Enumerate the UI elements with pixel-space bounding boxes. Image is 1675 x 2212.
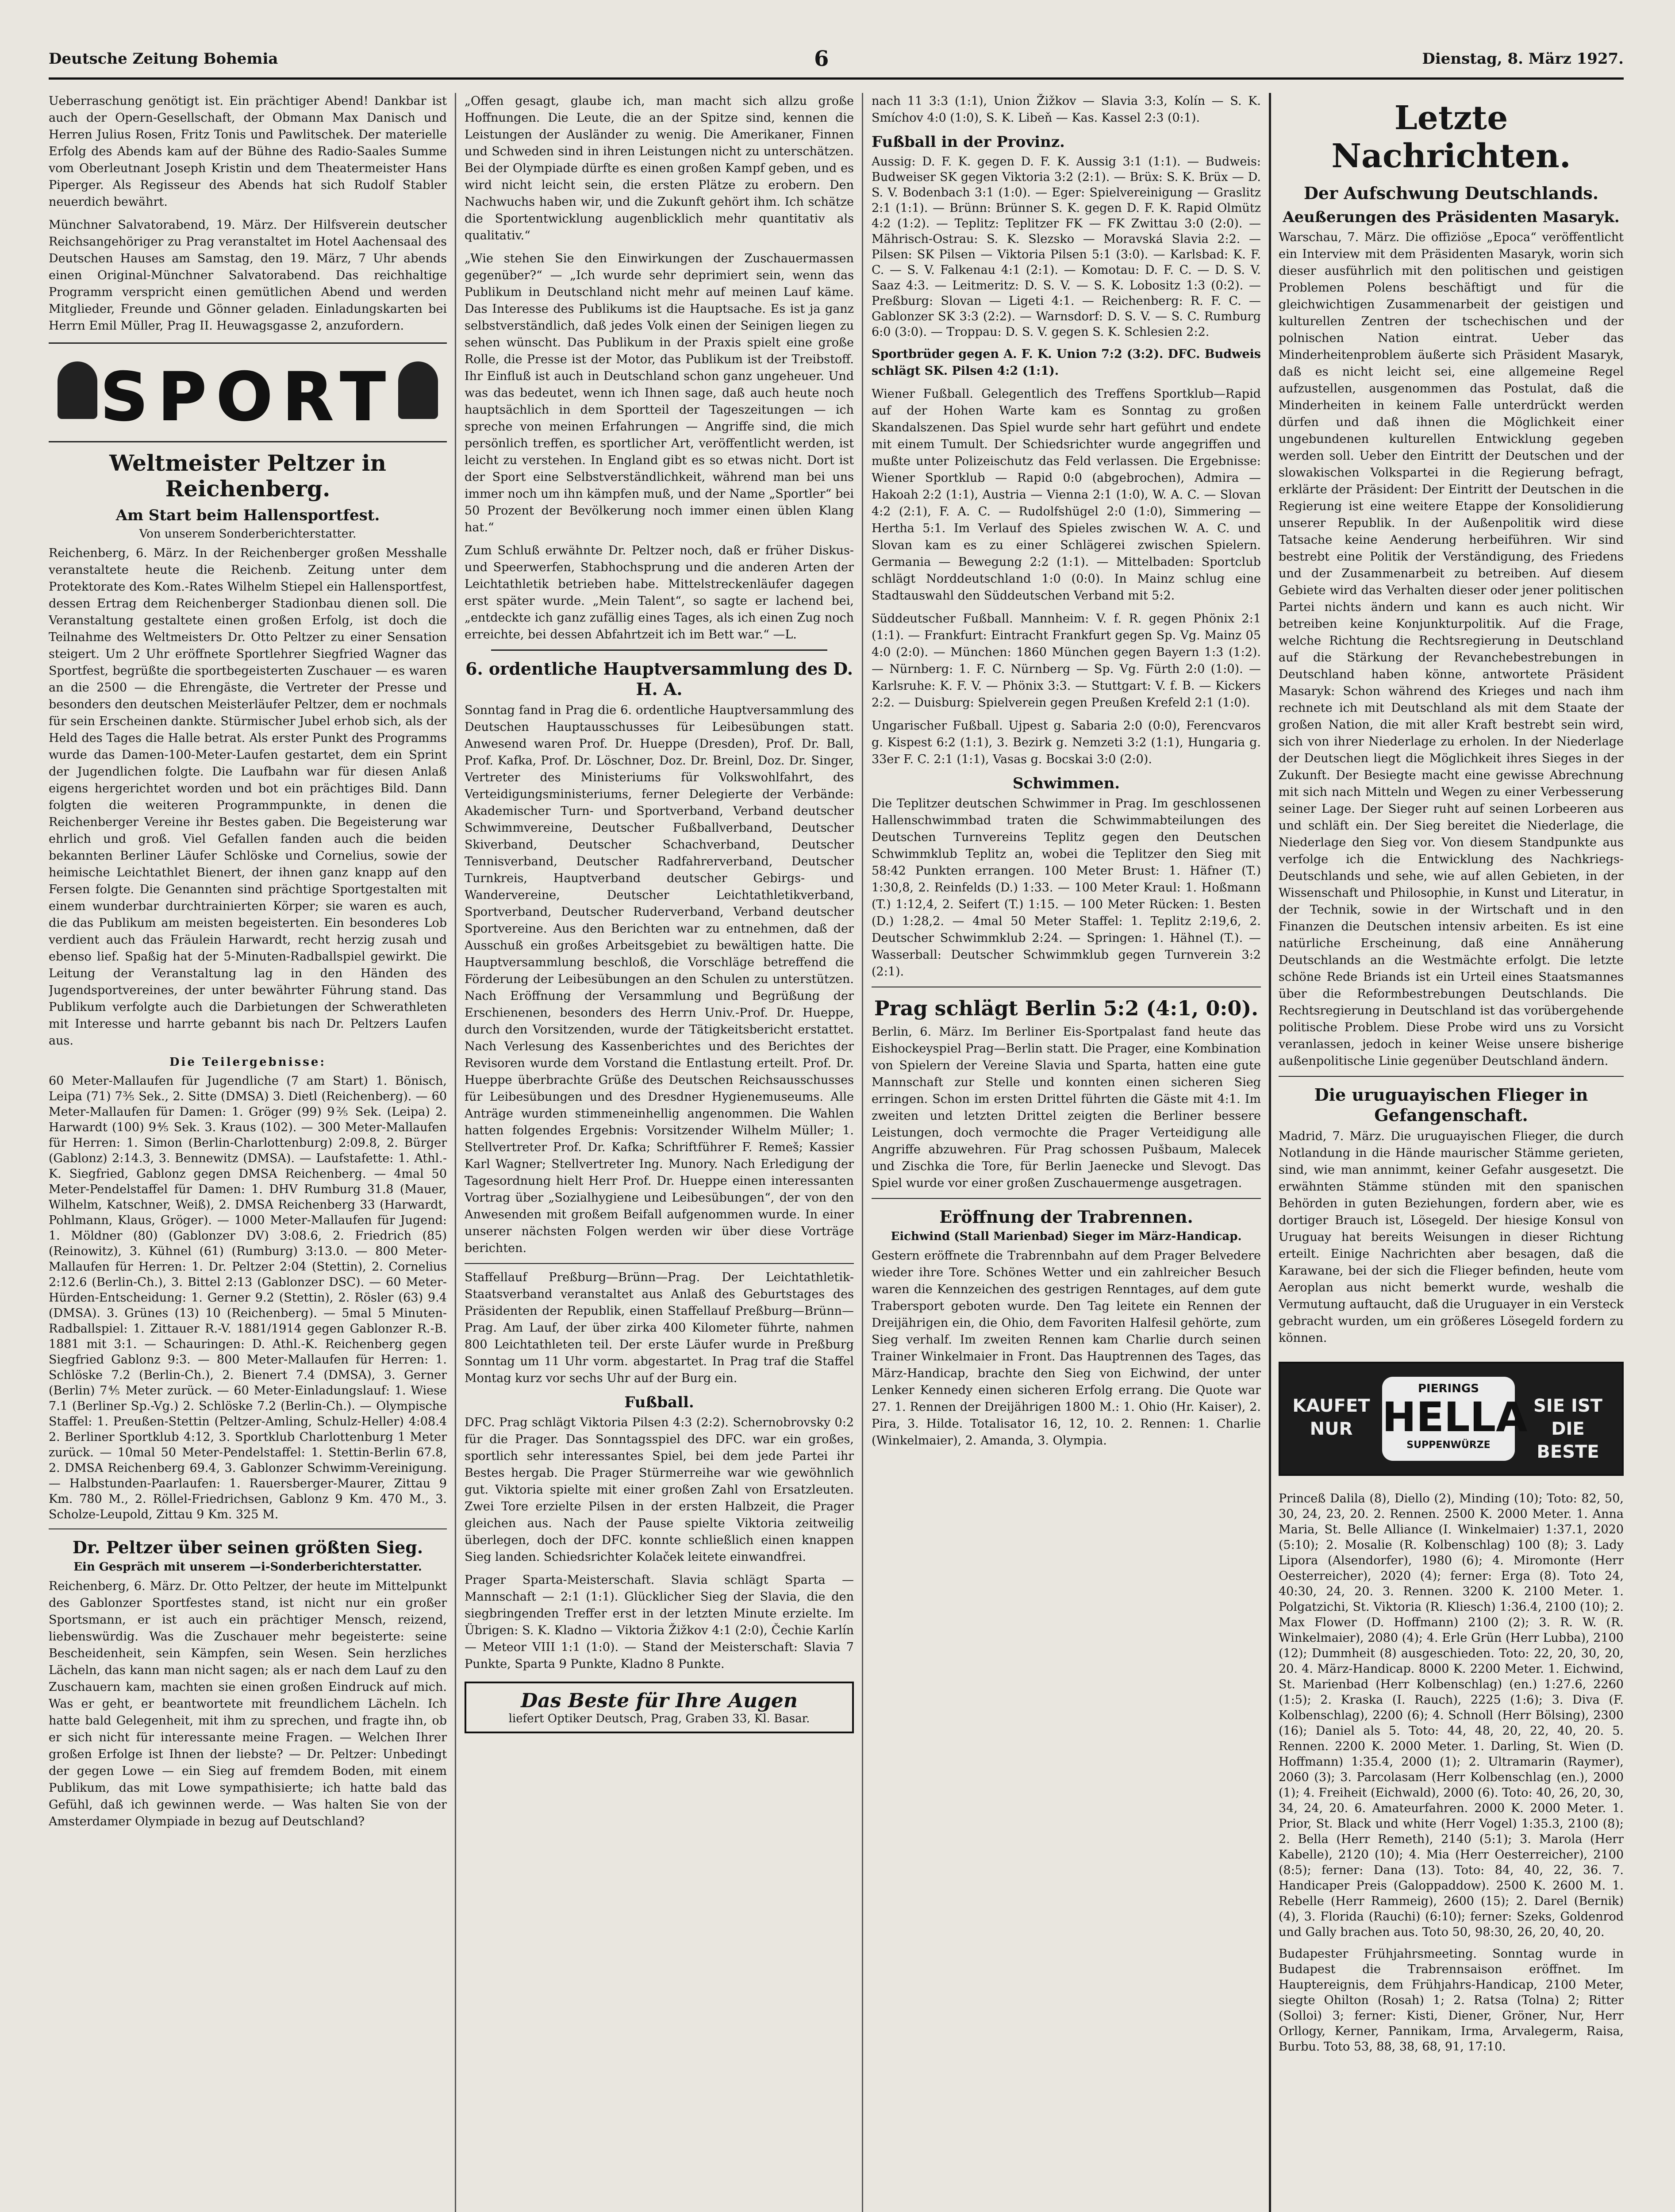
article-text: „Offen gesagt, glaube ich, man macht sich allzu große Hoffnungen. Die Leute, die an der Spitze sind, kennen die Leistungen der Ausländer zu wenig. Die Amerikaner, Finnen und Schweden sind in ihren Leistungen nicht zu unterschätzen. Bei der Olympiade dürfte es einen großen Kampf geben, und es wird nicht leicht sein, die ersten Plätze zu erobern. Den Nachwuchs haben wir, und die Zukunft gehört ihm. Ich schätze die Sportentwicklung augenblicklich mehr quantitativ als qualitativ.“ — [465, 94, 854, 242]
ad-slogan-left: KAUFET NUR — [1292, 1396, 1370, 1439]
article-headline: Prag schlägt Berlin 5:2 (4:1, 0:0). — [874, 996, 1259, 1020]
divider — [465, 1263, 854, 1264]
article-text: Reichenberg, 6. März. In der Reichenberger großen Messhalle veranstaltete heute die Reichenb. Zeitung unter dem Protektorate des Kom.-Rates Wilhelm Stiepel ein Hallensportfest, dessen Ertrag dem Reichenberger Stadionbau dienen soll. Die Veranstaltung gestaltete einen großen Erfolg, ist doch die Teilnahme des Weltmeisters Dr. Otto Peltzer zu einer Sensation steigert. Um 2 Uhr eröffnete Sportlehrer Siegfried Wagner das Sportfest, begrüßte die sportbegeisterten Zuschauer — es waren an die 2500 — die Ehrengäste, die Vertreter der Presse und besonders den deutschen Meisterläufer Peltzer, dem er nochmals für sein Erscheinen dankte. Stürmischer Jubel erhob sich, als der Held des Tages die Halle betrat. Als erster Punkt des Programms wurde das Damen-100-Meter-Laufen gestartet, dem ein Sprint der Jugendlichen folgte. Die Laufbahn war für diesen Anlaß eigens hergerichtet worden und bot ein prächtiges Bild. Dann folgten die weiteren Programmpunkte, in denen die Reichenberger Vereine ihr Bestes gaben. Die Begeisterung war ehrlich und groß. Viel Gefallen fanden auch die beiden bekannten Berliner Läufer Schlöske und Cornelius, sowie der heimische Leichtathlet Bienert, der ihnen ganz knapp auf den Fersen folgte. Die Genannten sind prächtige Sportgestalten mit einem wunderbar durchtrainierten Körper; sie waren es auch, die das Publikum am meisten begeisterten. Ein besonderes Lob verdient auch das Fräulein Harwardt, recht herzig zusah und ebenso lief. Spaßig hat der 5-Minuten-Radballspiel gewirkt. Die Leitung der Veranstaltung lag in den Händen des Jugendsportvereines, der unter bewährter Führung stand. Das Publikum verfolgte auch die Darbietungen der Schwerathleten mit Interesse und harrte gebannt bis nach Dr. Peltzers Laufen aus. — [49, 546, 447, 1048]
results-heading: Die Teilergebnisse: — [169, 1056, 326, 1069]
sport-banner — [49, 342, 447, 442]
hella-advertisement — [1279, 1362, 1624, 1476]
article-text: Warschau, 7. März. Die offiziöse „Epoca“ veröffentlicht ein Interview mit dem Präsidenten Masaryk, worin sich dieser ausführlich mit den politischen und geistigen Problemen Polens beschäftigt und für die gleichwichtigen Zusammenarbeit der geistigen und kulturellen Zentren der tschechischen und der polnischen Nation eintrat. Ueber das Minderheitenproblem äußerte sich Präsident Masaryk, daß es nicht leicht sei, eine allgemeine Regel aufzustellen, ausgenommen das Postulat, daß die Minderheiten in keinem Falle unterdrückt werden dürfen und daß ihnen die Möglichkeit einer ungebundenen kulturellen Entwicklung gegeben werden soll. Ueber den Eintritt der Deutschen und der slowakischen Volkspartei in die Regierung befragt, erklärte der Präsident: Der Eintritt der Deutschen in die Regierung ist eine weitere Etappe der Konsolidierung unserer Republik. In der Außenpolitik wird diese Tatsache keine Aenderung herbeiführen. Wir sind bestrebt eine Politik der Verständigung, des Friedens und der Zusammenarbeit zu betreiben. Auf diesem Gebiete wird das Verhalten dieser oder jener politischen Partei nichts ändern und kann es auch nicht. Wir betreiben keine Konjunkturpolitik. Auf die Frage, welche Richtung die Rechtsregierung in Deutschland auf die Stärkung der Revanchebestrebungen in Deutschland haben könne, antwortete Präsident Masaryk: Schon während des Krieges und nach ihm rechnete ich mit Deutschland als mit dem Staate der großen Nation, die mit aller Kraft bestrebt sein wird, sich von ihrer Niederlage zu erholen. In der Niederlage der Deutschen liegt die Möglichkeit ihres Sieges in der Zukunft. Der Besiegte macht eine gewisse Abrechnung mit sich nach Mitteln und Wegen zu einer Verbesserung seiner Lage. Der Sieger ruht auf seinen Lorbeeren aus und schläft ein. Der Sieg bereitet die Niederlage, die Niederlage den Sieg vor. Von diesem Standpunkte aus verfolge ich die Entwicklung des Nachkriegs-Deutschlands und sehe, wie auf allen Gebieten, in der Wissenschaft und Philosophie, in Kunst und Literatur, in der Technik, sowie in der Wirtschaft und in den Finanzen die Deutschen intensiv arbeiten. Es ist eine natürliche Erscheinung, daß eine Annäherung Deutschlands an die Westmächte erfolgt. Die letzte schöne Rede Briands ist ein Urteil eines Staatsmannes über die Reformbestrebungen Deutschlands. Die Rechtsregierung in Deutschland ist das vorübergehende politische Problem. Diese Probe wird uns zu Vorsicht veranlassen, jedoch in keiner Weise unsere bisherige außenpolitische Linie gegenüber Deutschland ändern. — [1279, 230, 1624, 1068]
article-headline: Weltmeister Peltzer in Reichenberg. — [109, 450, 386, 502]
hella-logo — [1382, 1377, 1528, 1461]
article-text: nach 11 3:3 (1:1), Union Žižkov — Slavia 3:3, Kolín — S. K. Smíchov 4:0 (1:0), S. K. Libeň — Kas. Kassel 2:3 (0:1). — [872, 94, 1261, 125]
divider — [491, 649, 827, 651]
page-number: 6 — [814, 46, 829, 71]
column-rule — [455, 93, 456, 2212]
newspaper-name: Deutsche Zeitung Bohemia — [49, 50, 278, 68]
section-heading: Fußball. — [624, 1394, 694, 1411]
article-text: Sportbrüder gegen A. F. K. Union 7:2 (3:2). DFC. Budweis schlägt SK. Pilsen 4:2 (1:1). — [872, 347, 1261, 378]
article-subheadline: Eichwind (Stall Marienbad) Sieger im März-Handicap. — [891, 1230, 1242, 1243]
article-text: „Wie stehen Sie den Einwirkungen der Zuschauermassen gegenüber?“ — „Ich wurde sehr deprimiert sein, wenn das Publikum in Deutschland nicht mehr auf meinen Lauf käme. Das Interesse des Publikums ist die Hauptsache. Es ist ja ganz selbstverständlich, daß jedes Volk einen der Seinigen liegen zu sehen wünscht. Das Publikum in der Praxis spielt eine große Rolle, die Presse ist der Motor, das Publikum ist der Treibstoff. Ihr Einfluß ist auch in Deutschland schon ganz ungeheuer. Und was das bedeutet, wenn ich Ihnen sage, daß auch heute noch hauptsächlich in dem Sportteil der Tageszeitungen — ich spreche von meinen Erfahrungen — Angriffe sind, die mich persönlich treffen, es sportlicher Art, veröffentlicht werden, ist leicht zu verstehen. In England gibt es so etwas nicht. Dort ist der Sport eine Selbstverständlichkeit, während man bei uns immer noch um ihn kämpfen muß, und der Name „Sportler“ bei 50 Prozent der Bevölkerung noch immer einen üblen Klang hat.“ — [465, 252, 854, 534]
article-text: Münchner Salvatorabend, 19. März. Der Hilfsverein deutscher Reichsangehöriger zu Prag veranstaltet im Hotel Aachensaal des Deutschen Hauses am Samstag, den 19. März, 7 Uhr abends einen Original-Münchner Salvatorabend. Das reichhaltige Programm verspricht einen gemütlichen Abend und werden Mitglieder, Freunde und Gönner geladen. Einladungskarten bei Herrn Emil Müller, Prag II. Heuwagsgasse 2, anzufordern. — [49, 218, 447, 333]
article-text: Zum Schluß erwähnte Dr. Peltzer noch, daß er früher Diskus- und Speerwerfen, Stabhochsprung und die anderen Arten der Leichtathletik betrieben habe. Mittelstreckenläufer dagegen erst später wurde. „Mein Talent“, so sagte er lachend bei, „entdeckte ich ganz zufällig eines Tages, als ich einen Zug noch erreichte, bei dessen Abfahrtzeit ich im Bett war.“ —L. — [465, 544, 854, 641]
column-3 — [872, 93, 1261, 2212]
article-headline: 6. ordentliche Hauptversammlung des D. H. A. — [465, 659, 853, 699]
section-title: Letzte Nachrichten. — [1331, 99, 1571, 175]
article-text: Prager Sparta-Meisterschaft. Slavia schlägt Sparta — Mannschaft — 2:1 (1:1). Glücklicher Sieg der Slavia, die den siegbringenden Treffer erst in der letzten Minute erzielte. Im Übrigen: S. K. Kladno — Viktoria Žižkov 4:1 (2:0), Čechie Karlín — Meteor VIII 1:1 (1:0). — Stand der Meisterschaft: Slavia 7 Punkte, Sparta 9 Punkte, Kladno 8 Punkte. — [465, 1573, 854, 1671]
article-text: DFC. Prag schlägt Viktoria Pilsen 4:3 (2:2). Schernobrovsky 0:2 für die Prager. Das Sonntagsspiel des DFC. war ein großes, sportlich sehr interessantes Spiel, bei dem jede Partei ihr Bestes hergab. Die Prager Stürmerreihe war wie gewöhnlich gut. Viktoria spielte mit einer großen Zahl von Ersatzleuten. Zwei Tore erzielte Pilsen in der ersten Halbzeit, die Prager gleichen aus. Nach der Pause spielte Viktoria zeitweilig überlegen, doch der DFC. konnte schließlich einen knappen Sieg landen. Schiedsrichter Kolaček leitete einwandfrei. — [465, 1416, 854, 1564]
divider — [872, 1198, 1261, 1199]
article-text: Gestern eröffnete die Trabrennbahn auf dem Prager Belvedere wieder ihre Tore. Schönes Wetter und ein zahlreicher Besuch waren die Kennzeichen des gestrigen Renntages, auf dem gute Trabersport geboten wurde. Den Tag leitete ein Rennen der Dreijährigen ein, die Ohio, dem Favoriten Halfesil gehörte, zum Sieg verhalf. Im zweiten Rennen kam Charlie durch seinen Trainer Winkelmaier in Front. Das Hauptrennen des Tages, das März-Handicap, brachte den Sieg von Eichwind, der unter Lenker Kennedy einen sicheren Erfolg errang. Die Quote war 27. 1. Rennen der Dreijährigen 1800 M.: 1. Ohio (Hr. Kaiser), 2. Pira, 3. Hilde. Totalisator 16, 12, 10. 2. Rennen: 1. Charlie (Winkelmaier), 2. Amanda, 3. Olympia. — [872, 1249, 1261, 1448]
ad-headline: Das Beste für Ihre Augen — [521, 1690, 798, 1712]
ad-text: liefert Optiker Deutsch, Prag, Graben 33, Kl. Basar. — [508, 1712, 810, 1725]
article-text: Wiener Fußball. Gelegentlich des Treffens Sportklub—Rapid auf der Hohen Warte kam es Sonntag zu großen Skandalszenen. Das Spiel wurde sehr hart geführt und endete mit einem Tumult. Der Schiedsrichter wurde angegriffen und mußte unter Polizeischutz das Feld verlassen. Die Ergebnisse: Wiener Sportklub — Rapid 0:0 (abgebrochen), Admira — Hakoah 2:2 (1:1), Austria — Vienna 2:1 (1:0), W. A. C. — Slovan 4:2 (2:1), F. A. C. — Rudolfshügel 2:0 (1:0), Simmering — Hertha 5:1. Im Verlauf des Spieles zwischen W. A. C. und Slovan kam es zu einer Schlägerei zwischen Spielern. Germania — Bewegung 2:2 (1:1). — Mittelbaden: Sportclub schlägt Norddeutschland 1:0 (0:0). In Mainz schlug eine Stadtauswahl den Süddeutschen Verband mit 5:2. — [872, 387, 1261, 603]
column-1 — [49, 93, 447, 2212]
ad-brand-sub: SUPPENWÜRZE — [1406, 1440, 1491, 1451]
article-text: Süddeutscher Fußball. Mannheim: V. f. R. gegen Phönix 2:1 (1:1). — Frankfurt: Eintracht Frankfurt gegen Sp. Vg. Mainz 05 4:0 (2:0). — München: 1860 München gegen Bayern 1:3 (1:2). — Nürnberg: 1. F. C. Nürnberg — Sp. Vg. Fürth 2:0 (1:0). — Karlsruhe: K. F. V. — Phönix 3:3. — Stuttgart: V. f. B. — Kickers 2:2. — Duisburg: Spielverein gegen Preußen Krefeld 2:1 (1:0). — [872, 612, 1261, 710]
article-text: Staffellauf Preßburg—Brünn—Prag. Der Leichtathletik-Staatsverband veranstaltet aus Anlaß des Geburtstages des Präsidenten der Republik, einen Staffellauf Preßburg—Brünn—Prag. Am Lauf, der über zirka 400 Kilometer führte, nahmen 800 Leichtathleten teil. Der erste Läufer wurde in Preßburg Sonntag um 11 Uhr vorm. abgestartet. In Prag traf die Staffel Montag kurz vor sechs Uhr auf der Burg ein. — [465, 1271, 854, 1385]
racing-results: Princeß Dalila (8), Diello (2), Minding (10); Toto: 82, 50, 30, 24, 23, 20. 2. Rennen. 2500 K. 2000 Meter. 1. Anna Maria, St. Belle Alliance (I. Winkelmaier) 1:37.1, 2020 (5:10); 2. Mosalie (R. Kolbenschlag) 100 (8); 3. Lady Lipora (Alsendorfer), 1980 (6); 4. Miromonte (Herr Oesterreicher), 2020 (4); ferner: Erga (8). Toto 24, 40:30, 24, 20. 3. Rennen. 3200 K. 2100 Meter. 1. Polgatzichi, St. Viktoria (R. Kliesch) 1:36.4, 2100 (10); 2. Max Flower (D. Hoffmann) 2100 (2); 3. R. W. (R. Winkelmaier), 2080 (4); 4. Erle Grün (Herr Lubba), 2100 (12); Dummheit (8) ausgeschieden. Toto: 22, 20, 30, 20, 20. 4. März-Handicap. 8000 K. 2200 Meter. 1. Eichwind, St. Marienbad (Herr Kolbenschlag) (en.) 1:27.6, 2260 (1:5); 2. Kraska (I. Rauch), 2225 (1:6); 3. Diva (F. Kolbenschlag), 2200 (6); 4. Schnoll (Herr Bölsing), 2300 (16); Daniel als 5. Toto: 44, 48, 20, 22, 40, 20. 5. Rennen. 2200 K. 2000 Meter. 1. Darling, St. Wien (D. Hoffmann) 1:35.4, 2000 (1); 2. Ultramarin (Raymer), 2060 (3); 3. Parcolasam (Herr Kolbenschlag (en.), 2000 (1); 4. Freiheit (Eichwald), 2000 (6). Toto: 40, 26, 20, 30, 34, 24, 20. 6. Amateurfahren. 2000 K. 2000 Meter. 1. Prior, St. Black und white (Herr Vogel) 1:35.3, 2100 (8); 2. Bella (Herr Remeth), 2140 (5:1); 3. Marola (Herr Kabelle), 2120 (10); 4. Mia (Herr Oesterreicher), 2100 (8:5); ferner: Dana (13). Toto: 84, 40, 22, 36. 7. Handicaper Preis (Galoppaddow). 2500 K. 2600 M. 1. Rebelle (Herr Rammeig), 2600 (15); 2. Darel (Bernik) (4), 3. Florida (Rauchi) (6:10); ferner: Szeks, Goldenrod und Gally brachen aus. Toto 50, 98:30, 26, 20, 40, 20. — [1279, 1492, 1624, 1939]
column-rule — [862, 93, 863, 2212]
article-text: Ungarischer Fußball. Ujpest g. Sabaria 2:0 (0:0), Ferencvaros g. Kispest 6:2 (1:1), 3. Bezirk g. Nemzeti 3:2 (1:1), Hungaria g. 33er F. C. 2:1 (1:1), Vasas g. Bocskai 3:0 (2:0). — [872, 719, 1261, 766]
optiker-advertisement — [465, 1682, 854, 1733]
article-headline: Die uruguayischen Flieger in Gefangenschaft. — [1314, 1085, 1588, 1125]
article-headline: Dr. Peltzer über seinen größten Sieg. — [72, 1537, 423, 1557]
article-text: Madrid, 7. März. Die uruguayischen Flieger, die durch Notlandung in die Hände maurischer Stämme gerieten, sind, wie man annimmt, keiner Gefahr ausgesetzt. Die erwähnten Stämme stünden mit den spanischen Behörden in guten Beziehungen, fordern aber, wie es dortiger Brauch ist, Lösegeld. Der hiesige Konsul von Uruguay hat bereits Weisungen in dieser Richtung erteilt. Einige Nachrichten aber besagen, daß die Karawane, bei der sich die Flieger befinden, heute vom Aeroplan aus nicht bemerkt wurde, weshalb die Vermutung auftaucht, daß die Uruguayer in ein Versteck gebracht wurden, um ein größeres Lösegeld fordern zu können. — [1279, 1129, 1624, 1345]
article-text: Berlin, 6. März. Im Berliner Eis-Sportpalast fand heute das Eishockeyspiel Prag—Berlin statt. Die Prager, eine Kombination von Spielern der Vereine Slavia und Sparta, hatten eine gute Mannschaft zur Stelle und konnten einen sicheren Sieg erringen. Schon im ersten Drittel führten die Gäste mit 4:1. Im zweiten und letzten Drittel zeigten die Berliner bessere Leistungen, doch vermochte die Prager Verteidigung alle Angriffe abzuwehren. Für Prag schossen Pušbaum, Malecek und Zischka die Tore, für Berlin Jaenecke und Slevogt. Das Spiel wurde vor einer großen Zuschauermenge ausgetragen. — [872, 1025, 1261, 1190]
issue-date: Dienstag, 8. März 1927. — [1422, 50, 1624, 68]
column-4 — [1279, 93, 1624, 2212]
article-text: Die Teplitzer deutschen Schwimmer in Prag. Im geschlossenen Hallenschwimmbad traten die Schwimmabteilungen des Deutschen Turnvereins Teplitz gegen den Deutschen Schwimmklub Teplitz an, wobei die Teplitzer den Sieg mit 58:42 Punkten errangen. 100 Meter Brust: 1. Häfner (T.) 1:30,8, 2. Reinfelds (D.) 1:33. — 100 Meter Kraul: 1. Hoßmann (T.) 1:12,4, 2. Seifert (T.) 1:15. — 100 Meter Rücken: 1. Besten (D.) 1:28,2. — 4mal 50 Meter Staffel: 1. Teplitz 2:19,6, 2. Deutscher Schwimmklub 2:24. — Springen: 1. Hähnel (T.). — Wasserball: Deutscher Schwimmklub gegen Turnverein 3:2 (2:1). — [872, 797, 1261, 979]
article-text: Sonntag fand in Prag die 6. ordentliche Hauptversammlung des Deutschen Hauptausschusses für Leibesübungen statt. Anwesend waren Prof. Dr. Hueppe (Dresden), Prof. Dr. Ball, Prof. Kafka, Prof. Dr. Löschner, Doz. Dr. Breinl, Doz. Dr. Singer, Vertreter des Ministeriums für Volkswohlfahrt, des Verteidigungsministeriums, ferner Delegierte der Verbände: Akademischer Turn- und Sportverband, Verband deutscher Schwimmvereine, Deutscher Fußballverband, Deutscher Skiverband, Deutscher Schachverband, Deutscher Tennisverband, Deutscher Radfahrerverband, Deutscher Turnkreis, Hauptverband deutscher Gebirgs- und Wandervereine, Deutscher Leichtathletikverband, Sportverband, Deutscher Ruderverband, Verband deutscher Sportvereine. Aus den Berichten war zu entnehmen, daß der Ausschuß ein großes Arbeitsgebiet zu bewältigen hatte. Die Hauptversammlung beschloß, die Vorschläge betreffend die Förderung der Leibesübungen an den Schulen zu unterstützen. Nach Eröffnung der Versammlung und Begrüßung der Erschienenen, besonders des Herrn Univ.-Prof. Dr. Hueppe, durch den Vorsitzenden, wurde der Tätigkeitsbericht erstattet. Nach Verlesung des Kassenberichtes und des Berichtes der Revisoren wurde dem Vorstand die Entlastung erteilt. Prof. Dr. Hueppe überbrachte Grüße des Deutschen Reichsausschusses für Leibesübungen und des Dresdner Hygienemuseums. Alle Anträge wurden stimmeneinhellig angenommen. Die Wahlen hatten folgendes Ergebnis: Vorsitzender Wilhelm Müller; 1. Stellvertreter Prof. Dr. Kafka; Schriftführer F. Remeš; Kassier Karl Wagner; Stellvertreter Ing. Munory. Nach Erledigung der Tagesordnung hielt Herr Prof. Dr. Hueppe einen interessanten Vortrag über „Sozialhygiene und Leibesübungen“, der von den Anwesenden mit großem Beifall aufgenommen wurde. In einer unserer nächsten Folgen werden wir über diese Vorträge berichten. — [465, 703, 854, 1255]
article-text: Ueberraschung genötigt ist. Ein prächtiger Abend! Dankbar ist auch der Opern-Gesellschaft, der Obmann Max Danisch und Herren Julius Rosen, Fritz Tonis und Pawlitschek. Der materielle Erfolg des Abends kam auf der Bühne des Radio-Saales Summe vom Oberleutnant Joseph Kristin und dem Theatermeister Hans Piperger. Als Regisseur des Abends hat sich Rudolf Stabler neuerdich bewährt. — [49, 94, 447, 209]
ad-slogan-right: SIE IST DIE BESTE — [1533, 1396, 1602, 1462]
article-subheadline: Am Start beim Hallensportfest. — [115, 507, 380, 524]
article-text: Budapester Frühjahrsmeeting. Sonntag wurde in Budapest die Trabrennsaison eröffnet. Im Hauptereignis, dem Frühjahrs-Handicap, 2100 Meter, siegte Ohilton (Rosah) 1; 2. Ratsa (Tolna) 2; Ritter (Solloi) 3; ferner: Kisti, Diener, Gröner, Nur, Herr Orllogy, Kerner, Pannikam, Irma, Arvalegerm, Raisa, Burbu. Toto 53, 88, 38, 68, 91, 17:10. — [1279, 1947, 1624, 2054]
ad-brand-top: PIERINGS — [1418, 1382, 1479, 1395]
article-subheadline: Aeußerungen des Präsidenten Masaryk. — [1283, 208, 1620, 226]
article-text: Aussig: D. F. K. gegen D. F. K. Aussig 3:1 (1:1). — Budweis: Budweiser SK gegen Viktoria 3:2 (2:1). — Brüx: S. K. Brüx — D. S. V. Bodenbach 3:1 (1:0). — Eger: Spielvereinigung — Graslitz 2:1 (1:1). — Brünn: Brünner S. K. gegen D. F. K. Rapid Olmütz 4:2 (1:2). — Teplitz: Teplitzer FK — FK Zwittau 3:0 (2:0). — Mährisch-Ostrau: S. K. Slezsko — Moravská Slavia 2:2. — Pilsen: SK Pilsen — Viktoria Pilsen 5:1 (3:0). — Karlsbad: K. F. C. — S. V. Falkenau 4:1 (2:1). — Komotau: D. F. C. — D. S. V. Saaz 4:3. — Leitmeritz: D. S. V. — S. K. Lobositz 1:3 (0:2). — Preßburg: Slovan — Ligeti 4:1. — Reichenberg: R. F. C. — Gablonzer SK 3:3 (2:2). — Warnsdorf: D. S. V. — S. C. Rumburg 6:0 (3:0). — Troppau: D. S. V. gegen S. K. Schlesien 2:2. — [872, 155, 1261, 339]
article-headline: Der Aufschwung Deutschlands. — [1303, 183, 1599, 203]
running-header — [49, 46, 1624, 80]
newspaper-page — [49, 46, 1624, 2212]
article-subheadline: Ein Gespräch mit unserem —i-Sonderberichterstatter. — [73, 1560, 422, 1574]
divider — [1279, 1076, 1624, 1077]
sport-banner-word: SPORT — [100, 359, 396, 436]
ad-brand: HELLA — [1382, 1394, 1528, 1441]
column-2 — [465, 93, 854, 2212]
column-rule — [1269, 93, 1271, 2212]
article-headline: Eröffnung der Trabrennen. — [939, 1207, 1193, 1227]
article-text: Reichenberg, 6. März. Dr. Otto Peltzer, der heute im Mittelpunkt des Gablonzer Sportfestes stand, ist nicht nur ein großer Sportsmann, er ist auch ein prächtiger Mensch, reizend, liebenswürdig. Was die Zuschauer mehr begeisterte: seine Bescheidenheit, sein Kämpfen, sein Wesen. Sein herzliches Lächeln, das kann man nicht sagen; als er nach dem Lauf zu den Zuschauern kam, machten sie einen großen Eindruck auf mich. Was er geht, er beantwortete mit freundlichem Lächeln. Ich hatte bald Gelegenheit, mit ihm zu sprechen, und fragte ihn, ob er sich nicht für interessante meine Fragen. — Welchen Ihrer großen Erfolge ist Ihnen der liebste? — Dr. Peltzer: Unbedingt der gegen Lowe — ein Sieg auf fremdem Boden, mit einem Publikum, das mit Lowe sympathisierte; ich hatte bald das Gefühl, daß ich gewinnen werde. — Was halten Sie von der Amsterdamer Olympiade in bezug auf Deutschland? — [49, 1579, 447, 1828]
divider — [49, 1528, 447, 1529]
byline: Von unserem Sonderberichterstatter. — [139, 527, 357, 541]
section-heading: Fußball in der Provinz. — [872, 133, 1065, 151]
results-text: 60 Meter-Mallaufen für Jugendliche (7 am Start) 1. Bönisch, Leipa (71) 7⅗ Sek., 2. Sitte (DMSA) 3. Dietl (Reichenberg). — 60 Meter-Mallaufen für Damen: 1. Gröger (99) 9⅖ Sek. (Leipa) 2. Harwardt (100) 9⅘ Sek. 3. Kraus (102). — 300 Meter-Mallaufen für Herren: 1. Simon (Berlin-Charlottenburg) 2:09.8, 2. Bürger (Gablonz) 2:14.3, 3. Bennewitz (DMSA). — Laufstafette: 1. Athl.-K. Siegfried, Gablonz gegen DMSA Reichenberg. — 4mal 50 Meter-Pendelstaffel für Damen: 1. DHV Rumburg 31.8 (Mauer, Wilhelm, Katschner, Weiß), 2. DMSA Reichenberg 33 (Harwardt, Pohlmann, Klaus, Gröger). — 1000 Meter-Mallaufen für Jugend: 1. Möldner (80) (Gablonzer DV) 3:08.6, 2. Friedrich (85) (Reinowitz), 3. Kühnel (61) (Rumburg) 3:13.0. — 800 Meter-Mallaufen für Herren: 1. Dr. Peltzer 2:04 (Stettin), 2. Cornelius 2:12.6 (Berlin-Ch.), 3. Bittel 2:13 (Gablonzer DSC). — 60 Meter-Hürden-Entscheidung: 1. Gerner 9.2 (Stettin), 2. Rösler (63) 9.4 (DMSA). 3. Grünes (13) 10 (Reichenberg). — 5mal 5 Minuten-Radballspiel: 1. Zittauer R.-V. 1881/1914 gegen Gablonzer R.-B. 1881 mit 3:1. — Schauringen: D. Athl.-K. Reichenberg gegen Siegfried Gablonz 9:3. — 800 Meter-Mallaufen für Herren: 1. Schlöske 7.2 (Berlin-Ch.), 2. Bienert 7.4 (DMSA), 3. Gerner (Berlin) 7⅘ Meter zurück. — 60 Meter-Einladungslauf: 1. Wiese 7.1 (Berliner Sp.-Vg.) 2. Schlöske 7.2 (Berlin-Ch.). — Olympische Staffel: 1. Preußen-Stettin (Peltzer-Amling, Schulz-Heller) 4:08.4 2. Berliner Sportklub 4:12, 3. Sportklub Charlottenburg 1 Meter zurück. — 10mal 50 Meter-Pendelstaffel: 1. Stettin-Berlin 67.8, 2. DMSA Reichenberg 69.4, 3. Gablonzer Schwimm-Vereinigung. — Halbstunden-Paarlaufen: 1. Rauersberger-Maurer, Zittau 9 Km. 780 M., 2. Röllel-Friedrichsen, Gablonz 9 Km. 470 M., 3. Scholze-Leupold, Zittau 9 Km. 325 M. — [49, 1074, 447, 1521]
section-heading: Schwimmen. — [1012, 775, 1120, 792]
